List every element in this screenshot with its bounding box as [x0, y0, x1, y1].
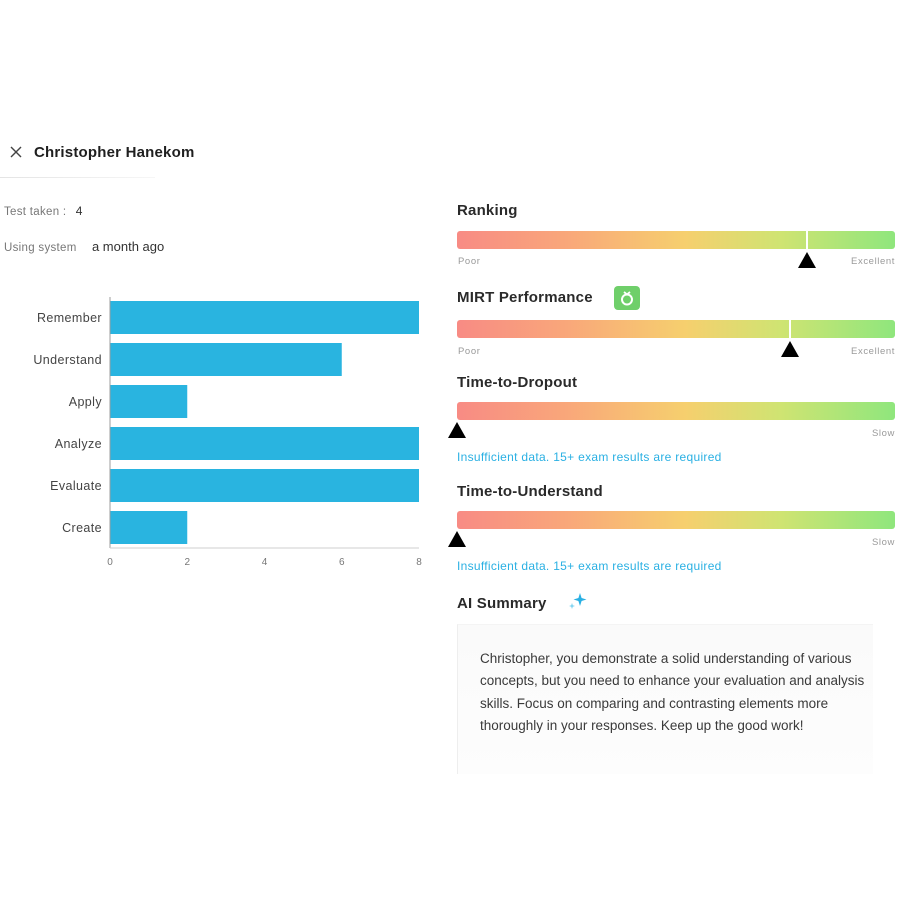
test-taken-label: Test taken : [4, 206, 67, 218]
test-taken-row [4, 204, 82, 218]
ai-summary-title: AI Summary [457, 595, 547, 612]
close-button[interactable] [6, 142, 26, 162]
category-label-apply: Apply [68, 395, 102, 409]
student-name: Christopher Hanekom [34, 143, 195, 161]
dropout-gauge [457, 402, 895, 420]
mirt-high-label: Excellent [851, 346, 895, 357]
test-taken-value: 4 [75, 204, 83, 218]
close-icon [9, 145, 23, 159]
x-tick-label: 4 [261, 557, 268, 568]
bar-analyze[interactable] [110, 427, 419, 460]
mirt-gauge [457, 320, 895, 338]
dropout-marker [448, 422, 466, 438]
understand-high-label: Slow [872, 537, 895, 548]
understand-title: Time-to-Understand [457, 483, 603, 500]
bar-remember[interactable] [110, 301, 419, 334]
understand-gauge [457, 511, 895, 529]
bloom-level-bar-chart [0, 285, 430, 575]
dropout-warning: Insufficient data. 15+ exam results are required [457, 450, 722, 464]
bar-apply[interactable] [110, 385, 187, 418]
ranking-gauge-tick [806, 231, 808, 249]
dropout-high-label: Slow [872, 428, 895, 439]
mirt-marker [781, 341, 799, 357]
mirt-title: MIRT Performance [457, 289, 593, 306]
mirt-low-label: Poor [458, 346, 481, 357]
ranking-low-label: Poor [458, 256, 481, 267]
mirt-badge [614, 286, 640, 310]
category-label-evaluate: Evaluate [50, 479, 102, 493]
sparkle-icon [568, 592, 588, 610]
ranking-gauge [457, 231, 895, 249]
dropout-title: Time-to-Dropout [457, 374, 578, 391]
header-divider [0, 177, 155, 178]
ai-summary-text: Christopher, you demonstrate a solid understanding of various concepts, but you need to enhance your evaluation and analysis skills. Focus on comparing and contrasting elements more thoroughly in your responses. Keep up the good work! [480, 651, 865, 733]
using-system-row [4, 239, 164, 254]
mirt-gauge-tick [789, 320, 791, 338]
using-system-value: a month ago [91, 239, 165, 254]
using-system-label: Using system [4, 242, 77, 254]
category-label-create: Create [62, 521, 102, 535]
x-tick-label: 6 [338, 557, 345, 568]
ranking-marker [798, 252, 816, 268]
understand-warning: Insufficient data. 15+ exam results are required [457, 559, 722, 573]
understand-marker [448, 531, 466, 547]
x-tick-label: 0 [107, 557, 113, 568]
x-tick-label: 2 [184, 557, 191, 568]
ranking-high-label: Excellent [851, 256, 895, 267]
bar-evaluate[interactable] [110, 469, 419, 502]
x-tick-label: 8 [416, 557, 422, 568]
ranking-title: Ranking [457, 202, 518, 219]
category-label-remember: Remember [36, 311, 102, 325]
bar-understand[interactable] [110, 343, 342, 376]
profile-header [6, 140, 266, 164]
ring-icon [619, 289, 635, 307]
category-label-analyze: Analyze [54, 437, 102, 451]
bar-create[interactable] [110, 511, 187, 544]
category-label-understand: Understand [33, 353, 102, 367]
